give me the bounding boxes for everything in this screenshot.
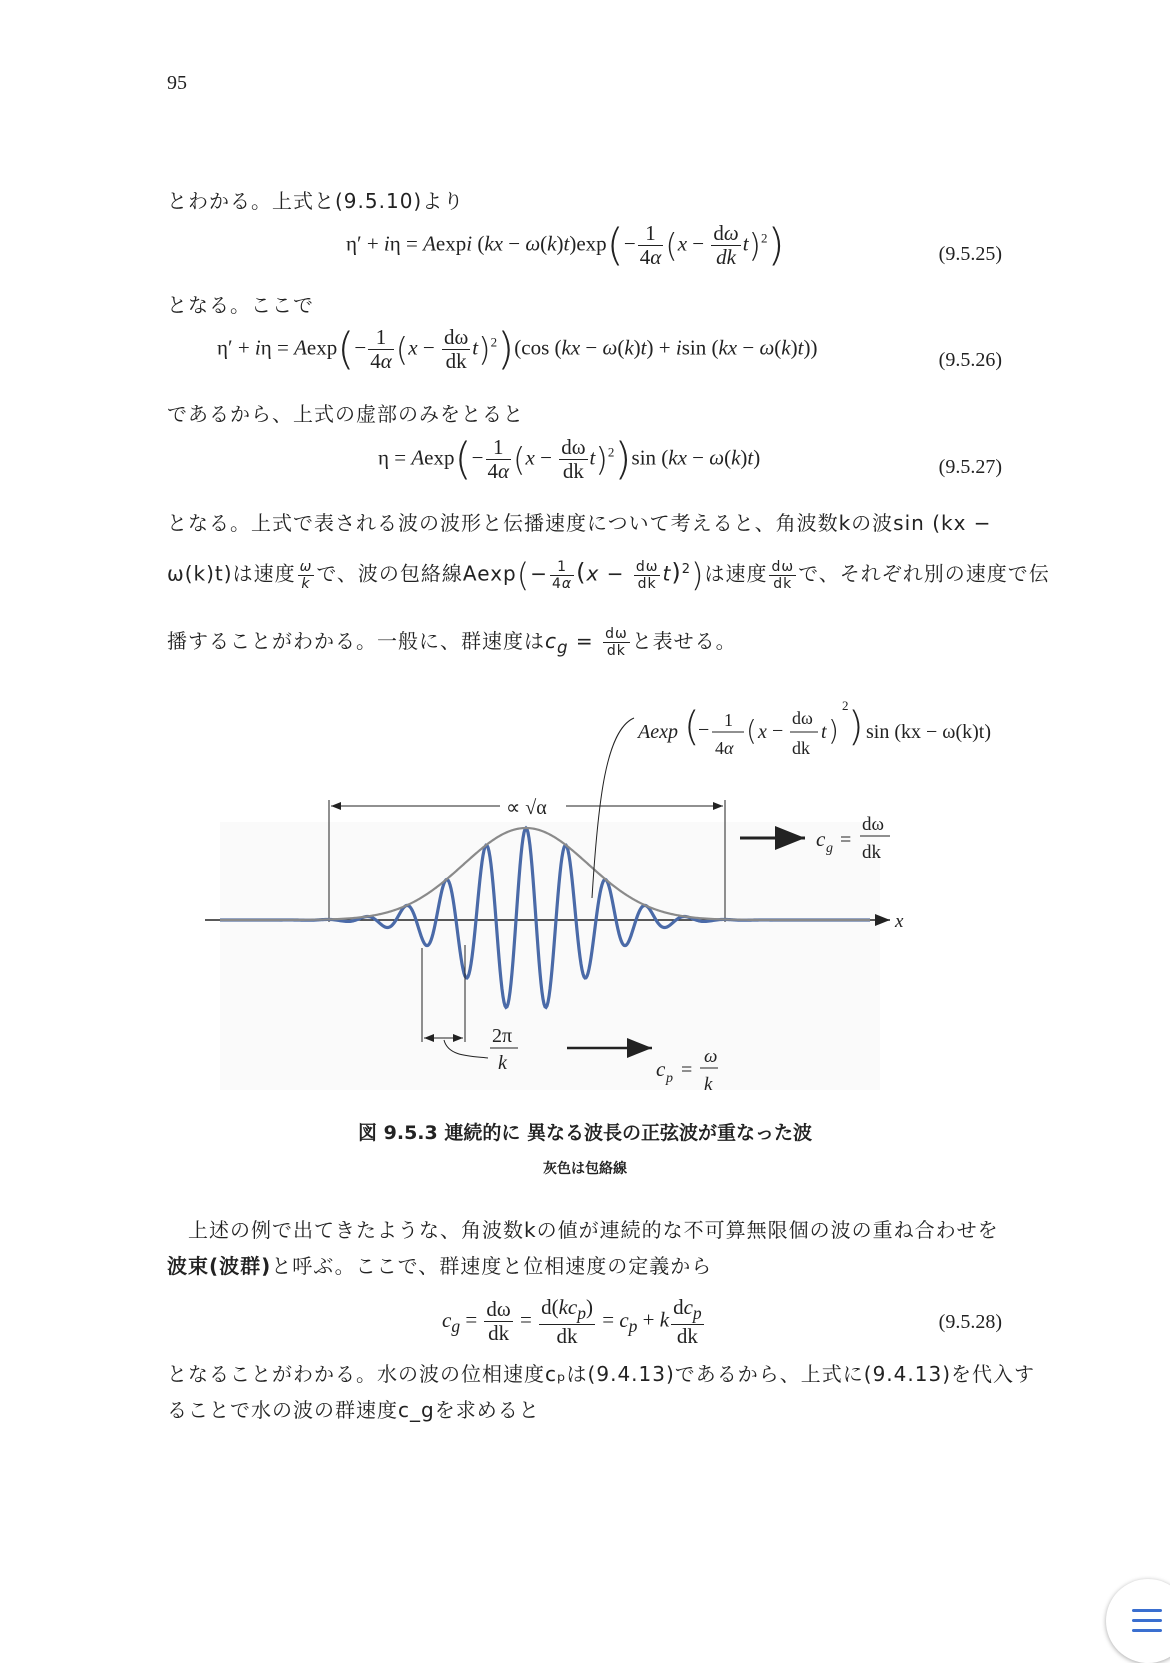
svg-text:=: = bbox=[681, 1059, 693, 1081]
envelope-label-a: Aexp bbox=[638, 721, 678, 743]
svg-text:−: − bbox=[698, 719, 710, 741]
bold-term: 波束(波群) bbox=[167, 1254, 272, 1278]
svg-text:k: k bbox=[704, 1074, 713, 1095]
figure-background bbox=[220, 822, 880, 1090]
paragraph-text: 上述の例で出てきたような、角波数kの値が連続的な不可算無限個の波の重ね合わせを bbox=[188, 1218, 999, 1242]
paragraph-text: となることがわかる。水の波の位相速度cₚは(9.4.13)であるから、上式に(9.4.13)を代入す bbox=[167, 1362, 1035, 1386]
equation-9-5-26: η′ + iη = Aexp(− $\frac{1}{4\alpha}$ (x − $\frac{d\omega}{dk}$ t)$^2$)(cos (kx − ω(k)t) + isin (kx − ω(k)t)) bbox=[217, 323, 818, 375]
paragraph-text: となる。ここで bbox=[167, 293, 314, 317]
group-velocity-label: c bbox=[816, 827, 826, 851]
menu-icon bbox=[1132, 1609, 1162, 1612]
wavelength-label-num: 2π bbox=[492, 1025, 513, 1047]
wavelength-label-den: k bbox=[498, 1052, 507, 1074]
figure-caption: 図 9.5.3 連続的に 異なる波長の正弦波が重なった波 bbox=[358, 1122, 812, 1144]
page-number: 95 bbox=[167, 72, 187, 94]
equation-number: (9.5.28) bbox=[938, 1311, 1002, 1333]
paragraph-text: であるから、上式の虚部のみをとると bbox=[167, 402, 524, 426]
equation-number: (9.5.26) bbox=[938, 349, 1002, 371]
svg-text:dk: dk bbox=[792, 738, 810, 758]
svg-text:1: 1 bbox=[724, 710, 733, 730]
equation-9-5-27: η = Aexp(− $\frac{1}{4\alpha}$ (x − $\frac{d\omega}{dk}$ t)$^2$)sin (kx − ω(k)t) bbox=[378, 433, 761, 485]
svg-text:4α: 4α bbox=[715, 738, 734, 758]
svg-text:dk: dk bbox=[862, 842, 881, 863]
svg-text:t: t bbox=[821, 721, 827, 743]
width-label: ∝ √α bbox=[506, 797, 547, 819]
equation-number: (9.5.27) bbox=[938, 456, 1002, 478]
svg-text:2: 2 bbox=[842, 698, 849, 713]
paragraph-text: となる。上式で表される波の波形と伝播速度について考えると、角波数kの波sin (kx − bbox=[167, 511, 992, 535]
svg-text:): ) bbox=[848, 704, 864, 750]
x-axis-label: x bbox=[895, 911, 904, 932]
equation-number: (9.5.25) bbox=[938, 243, 1002, 265]
svg-text:=: = bbox=[840, 829, 852, 851]
envelope-label-tail: sin (kx − ω(k)t) bbox=[866, 721, 991, 743]
paragraph-text-inline-math: ω(k)t)は速度 $\frac{\omega}{k}$ で、波の包絡線Aexp(− $\frac{1}{4\alpha}$ (x − $\frac{d\omega}{dk}$ t)$^2$)は速度 $\frac{d\omega}{dk}$ で、それぞれ別の速度で伝 bbox=[167, 556, 1050, 594]
svg-text:−: − bbox=[772, 720, 784, 742]
paragraph-text: 波束(波群)と呼ぶ。ここで、群速度と位相速度の定義から bbox=[167, 1254, 713, 1278]
equation-9-5-25: η′ + iη = Aexpi (kx − ω(k)t)exp(− $\frac{1}{4\alpha}$ (x − $\frac{d\omega}{dk}$ t)$^2$) bbox=[346, 219, 785, 271]
figure-subcaption: 灰色は包絡線 bbox=[543, 1161, 627, 1177]
svg-text:g: g bbox=[826, 841, 833, 856]
svg-text:dω: dω bbox=[792, 708, 813, 728]
svg-text:dω: dω bbox=[862, 814, 885, 835]
svg-text:(: ( bbox=[746, 714, 757, 747]
wave-packet-figure bbox=[0, 690, 1170, 1110]
equation-9-5-28: $c_g$ = $\frac{d\omega}{dk}$ = $\frac{d(kc_p)}{dk}$ = $c_p + k$ $\frac{dc_p}{dk}$ bbox=[442, 1295, 702, 1348]
paragraph-text: とわかる。上式と(9.5.10)より bbox=[167, 189, 465, 213]
svg-text:): ) bbox=[828, 714, 839, 747]
paragraph-text-inline-math: 播することがわかる。一般に、群速度は$c_g$ = $\frac{d\omega}{dk}$ と表せる。 bbox=[167, 626, 737, 659]
svg-text:ω: ω bbox=[704, 1046, 718, 1067]
wave-packet-svg bbox=[0, 690, 1170, 1110]
svg-text:p: p bbox=[666, 1071, 673, 1086]
menu-button[interactable] bbox=[1106, 1579, 1170, 1663]
svg-text:x: x bbox=[758, 721, 767, 743]
phase-velocity-label: c bbox=[656, 1057, 666, 1081]
paragraph-text: ることで水の波の群速度c_gを求めると bbox=[167, 1398, 540, 1422]
svg-text:(: ( bbox=[684, 704, 700, 750]
